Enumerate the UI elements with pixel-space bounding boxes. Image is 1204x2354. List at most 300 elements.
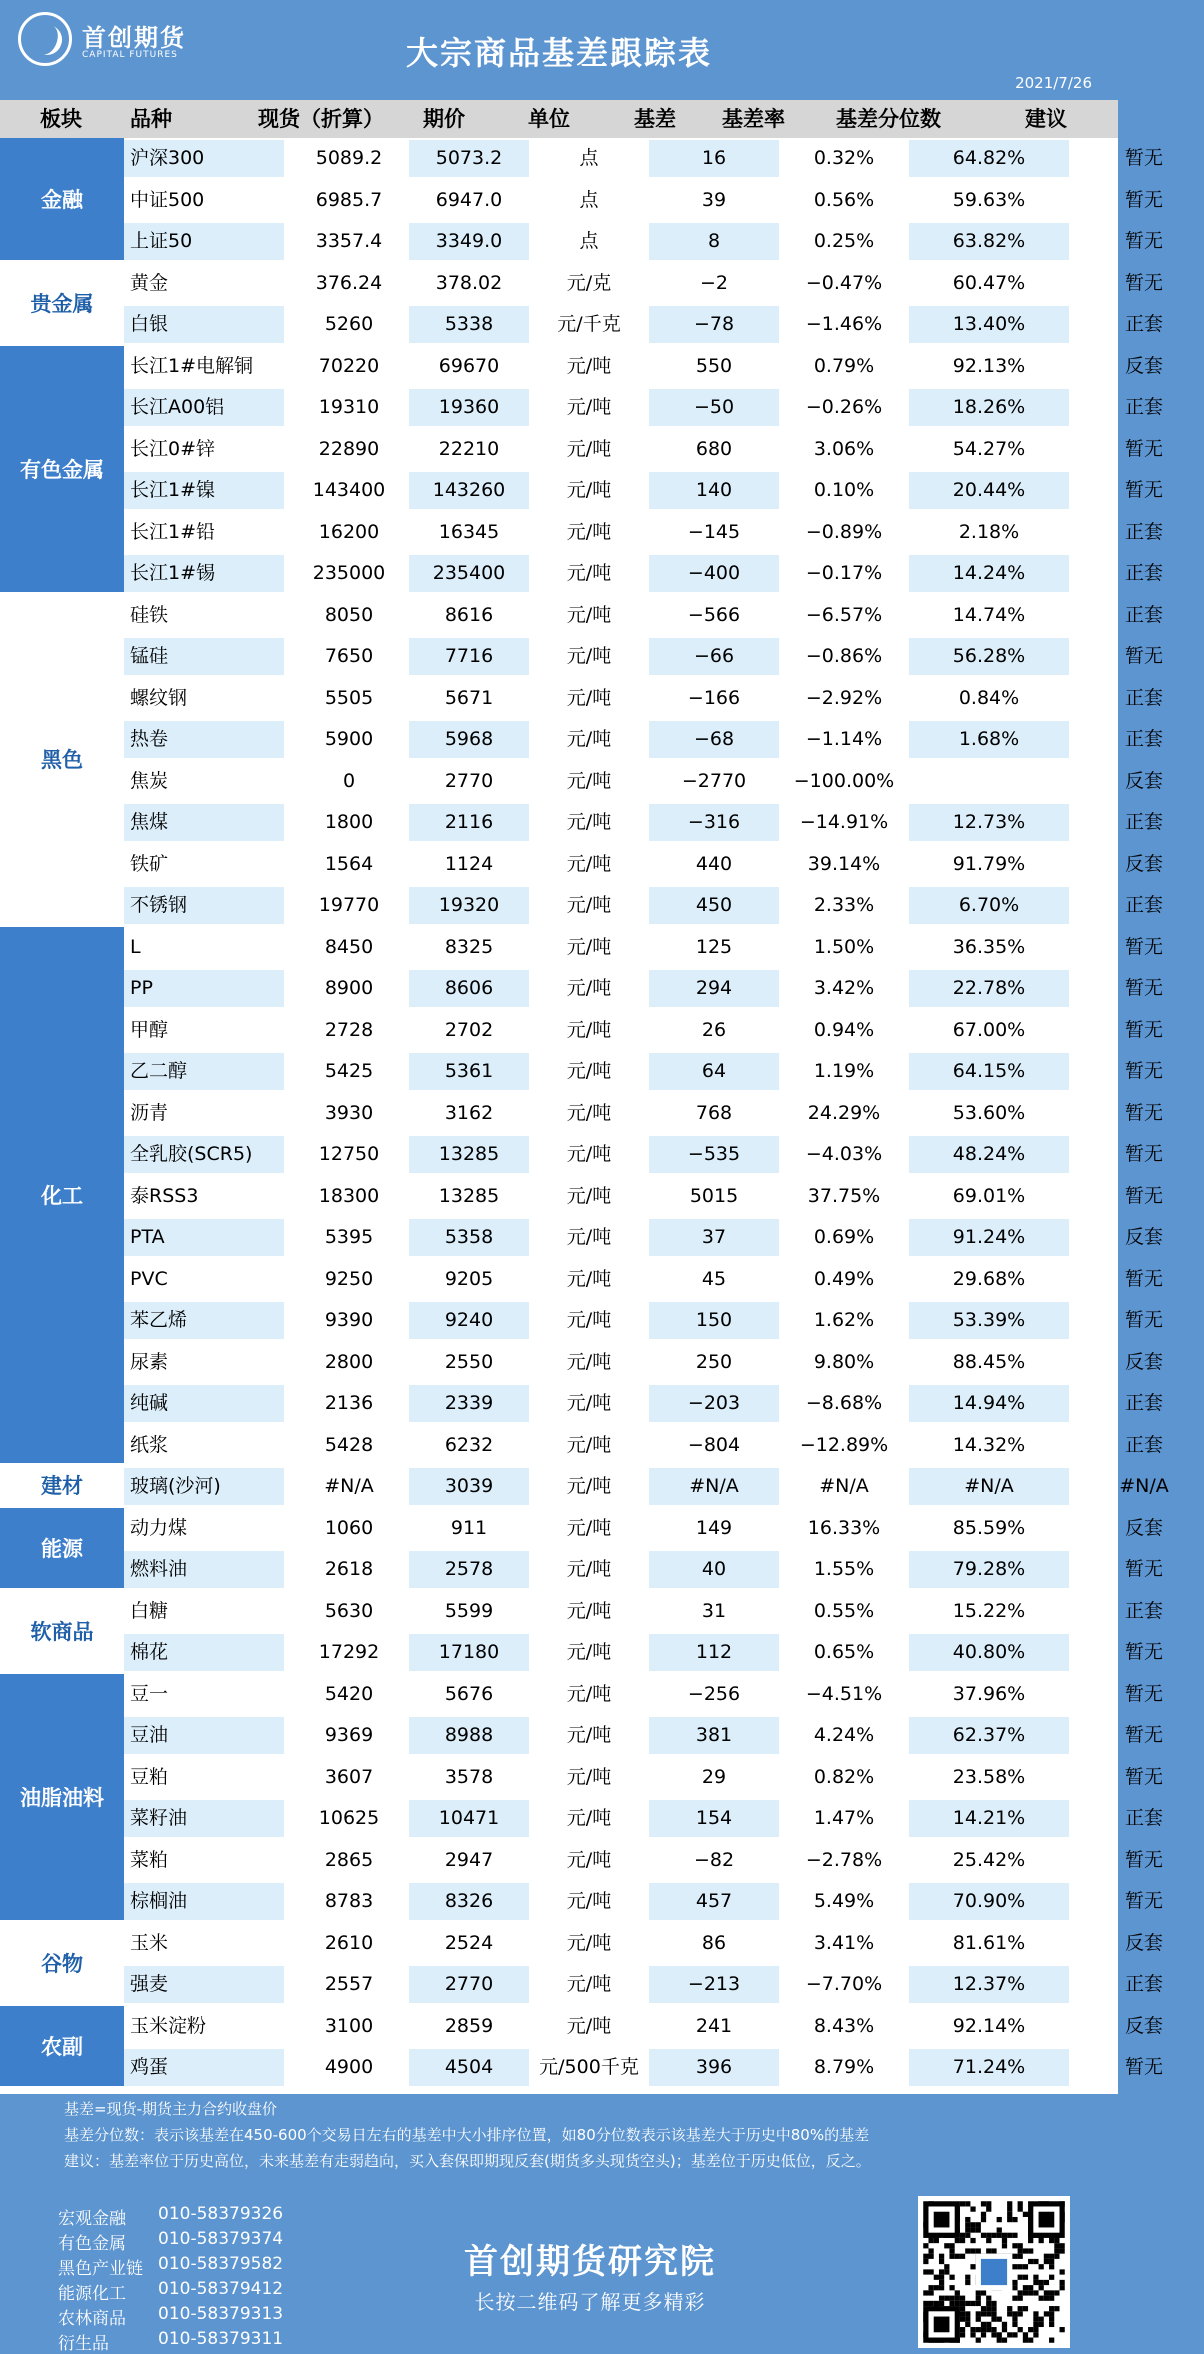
contact-label: 农林商品 <box>58 2309 126 2329</box>
table-row <box>124 719 1163 761</box>
cell-variety: 纸浆 <box>130 1433 169 1456</box>
cell-spot: 3100 <box>324 2014 374 2037</box>
table-row <box>124 1840 1163 1882</box>
sector-label <box>0 138 124 263</box>
cell-basis-percentile: 71.24% <box>952 2056 1026 2078</box>
cell-basis-rate: −0.89% <box>805 520 883 543</box>
logo-english: CAPITAL FUTURES <box>82 50 178 60</box>
cell-basis-percentile <box>909 761 1069 803</box>
logo-name: 首创期货 <box>82 24 186 52</box>
cell-unit: 元/吨 <box>566 1931 612 1954</box>
note-percentile-definition: 基差分位数：表示该基差在450-600个交易日左右的基差中大小排序位置，如80分位数表示该基差大于历史中80%的基差 <box>64 2126 870 2144</box>
cell-advice: 正套 <box>1124 686 1163 709</box>
col-variety: 品种 <box>130 107 172 131</box>
cell-variety: 长江0#锌 <box>130 437 216 460</box>
cell-spot: #N/A <box>324 1475 374 1497</box>
cell-spot: 1800 <box>324 811 374 833</box>
cell-basis-rate: −2.92% <box>805 686 883 709</box>
cell-unit: 元/吨 <box>566 1558 612 1580</box>
cell-futures: 17180 <box>438 1641 500 1663</box>
cell-unit: 元/吨 <box>566 1309 612 1331</box>
cell-advice: 正套 <box>1124 1392 1163 1414</box>
cell-advice: 暂无 <box>1124 1890 1163 1912</box>
cell-basis-rate: 0.25% <box>813 230 875 252</box>
cell-futures: 911 <box>450 1516 488 1539</box>
cell-basis: 112 <box>695 1641 733 1663</box>
cell-advice: 暂无 <box>1124 1641 1163 1663</box>
contact-phone[interactable]: 010-58379374 <box>158 2229 284 2249</box>
cell-basis-rate: −1.14% <box>805 728 883 750</box>
report-date: 2021/7/26 <box>1015 74 1092 92</box>
note-basis-definition: 基差=现货-期货主力合约收盘价 <box>64 2100 277 2118</box>
cell-basis-percentile: 91.79% <box>952 852 1026 875</box>
sector-label <box>0 346 124 595</box>
cell-spot: 8050 <box>324 603 374 626</box>
header <box>0 0 1118 100</box>
cell-futures: 8325 <box>444 935 494 958</box>
cell-basis-percentile: 23.58% <box>952 1765 1026 1788</box>
cell-basis: −82 <box>693 1848 735 1871</box>
cell-basis: 250 <box>695 1350 733 1373</box>
cell-variety: 长江1#锡 <box>130 562 216 584</box>
cell-advice: 暂无 <box>1124 1101 1163 1124</box>
contact-label: 衍生品 <box>58 2334 109 2354</box>
cell-advice: 暂无 <box>1124 1724 1163 1746</box>
cell-spot: 18300 <box>318 1184 380 1207</box>
cell-spot: 5260 <box>324 313 374 335</box>
cell-variety: 尿素 <box>130 1350 169 1373</box>
cell-basis: −316 <box>687 811 741 833</box>
cell-variety: 动力煤 <box>130 1516 188 1539</box>
cell-variety: 玻璃(沙河) <box>130 1475 221 1497</box>
basis-table <box>0 100 1169 2094</box>
cell-futures: 16345 <box>438 520 500 543</box>
cell-variety: 鸡蛋 <box>130 2056 169 2078</box>
table-row <box>124 1300 1163 1342</box>
contact-phone[interactable]: 010-58379412 <box>158 2279 284 2299</box>
col-spot: 现货（折算） <box>258 107 384 131</box>
cell-futures: 9205 <box>444 1267 494 1290</box>
table-row <box>124 1176 1163 1218</box>
cell-basis-percentile: 60.47% <box>952 271 1026 294</box>
cell-spot: 9390 <box>324 1309 374 1331</box>
cell-unit: 元/吨 <box>566 686 612 709</box>
cell-basis-rate: −7.70% <box>805 1973 883 1995</box>
cell-basis-percentile: 36.35% <box>952 935 1026 958</box>
cell-basis-percentile: 59.63% <box>952 188 1026 211</box>
cell-basis-percentile: 25.42% <box>952 1848 1026 1871</box>
cell-basis-percentile: 70.90% <box>952 1890 1026 1912</box>
contact-item <box>58 2254 284 2279</box>
cell-basis-percentile: 64.15% <box>952 1060 1026 1082</box>
cell-basis-rate: 39.14% <box>807 852 881 875</box>
sector-label-text: 油脂油料 <box>20 1785 104 1810</box>
cell-basis-rate: 9.80% <box>813 1350 875 1373</box>
sector-label <box>0 1674 124 1923</box>
qr-slogan: 长按二维码了解更多精彩 <box>474 2290 706 2314</box>
cell-unit: 元/吨 <box>566 1890 612 1912</box>
cell-basis: 37 <box>701 1226 727 1248</box>
cell-basis-rate: −4.51% <box>805 1682 883 1705</box>
cell-futures: 3039 <box>444 1475 494 1497</box>
sector-label <box>0 595 124 927</box>
cell-advice: 正套 <box>1124 562 1163 584</box>
cell-unit: 元/吨 <box>566 354 612 377</box>
cell-variety: 燃料油 <box>130 1558 188 1580</box>
cell-basis-percentile: 63.82% <box>952 230 1026 252</box>
cell-advice: 暂无 <box>1124 1060 1163 1082</box>
cell-futures: 13285 <box>438 1184 500 1207</box>
cell-spot: 0 <box>342 769 356 792</box>
cell-advice: 反套 <box>1124 852 1163 875</box>
cell-basis-percentile: 37.96% <box>952 1682 1026 1705</box>
cell-unit: 元/吨 <box>566 811 612 833</box>
cell-unit: 元/吨 <box>566 1724 612 1746</box>
cell-variety: 乙二醇 <box>130 1060 188 1082</box>
cell-basis-percentile: 92.14% <box>952 2014 1026 2037</box>
cell-basis: 396 <box>695 2056 733 2078</box>
cell-basis-rate: −8.68% <box>805 1392 883 1414</box>
cell-basis: −145 <box>687 520 741 543</box>
contact-phone[interactable]: 010-58379582 <box>158 2254 284 2274</box>
cell-futures: 2524 <box>444 1931 494 1954</box>
cell-basis: 5015 <box>689 1184 739 1207</box>
cell-advice: 反套 <box>1124 1931 1163 1954</box>
cell-advice: #N/A <box>1119 1475 1169 1497</box>
cell-basis: −2 <box>699 271 728 294</box>
cell-futures: 5671 <box>444 686 494 709</box>
contact-phone[interactable]: 010-58379313 <box>158 2304 284 2324</box>
cell-unit: 元/吨 <box>566 769 612 792</box>
sector-label <box>0 1923 124 2006</box>
cell-advice: 反套 <box>1124 2014 1163 2037</box>
cell-futures: 5338 <box>444 313 494 335</box>
cell-basis-percentile: 67.00% <box>952 1018 1026 1041</box>
table-row <box>124 470 1163 512</box>
cell-futures: 8606 <box>444 977 494 999</box>
cell-advice: 暂无 <box>1124 1558 1163 1580</box>
cell-advice: 暂无 <box>1124 271 1163 294</box>
cell-basis-percentile: 0.84% <box>958 686 1020 709</box>
table-row <box>124 927 1163 969</box>
table-row <box>124 1923 1163 1965</box>
table-row <box>124 1051 1163 1093</box>
cell-unit: 点 <box>579 188 599 211</box>
table-row <box>124 802 1163 844</box>
cell-futures: 8326 <box>444 1890 494 1912</box>
table-row <box>124 2006 1163 2048</box>
sector-label-text: 工 <box>62 1183 83 1208</box>
cell-spot: 235000 <box>312 562 386 584</box>
cell-variety: 长江1#镍 <box>130 479 216 501</box>
cell-spot: 16200 <box>318 520 380 543</box>
contact-item <box>58 2279 284 2304</box>
cell-unit: 元/吨 <box>566 728 612 750</box>
cell-variety: 黄金 <box>130 271 169 294</box>
cell-basis-rate: −12.89% <box>799 1433 889 1456</box>
cell-basis: 45 <box>701 1267 727 1290</box>
cell-unit: 元/吨 <box>566 1350 612 1373</box>
sector-label-text: 贵金属 <box>30 291 94 316</box>
cell-spot: 2618 <box>324 1558 374 1580</box>
cell-variety: 不锈钢 <box>130 894 188 916</box>
cell-basis: 8 <box>707 230 721 252</box>
cell-basis-rate: 1.19% <box>813 1060 875 1082</box>
cell-futures: 19320 <box>438 894 500 916</box>
cell-basis-percentile: 15.22% <box>952 1599 1026 1622</box>
cell-unit: 元/吨 <box>566 562 612 584</box>
table-row <box>124 1134 1163 1176</box>
cell-unit: 元/克 <box>566 271 612 294</box>
cell-spot: 5089.2 <box>315 147 383 169</box>
cell-basis: −804 <box>687 1433 741 1456</box>
cell-advice: 正套 <box>1124 1807 1163 1829</box>
cell-spot: 70220 <box>318 354 380 377</box>
table-row <box>124 678 1163 720</box>
institute-name: 首创期货研究院 <box>464 2242 716 2282</box>
cell-basis: 125 <box>695 935 733 958</box>
cell-spot: 19310 <box>318 396 380 418</box>
cell-basis-percentile: 14.32% <box>952 1433 1026 1456</box>
cell-unit: 元/吨 <box>566 1848 612 1871</box>
cell-variety: 全乳胶(SCR5) <box>130 1143 253 1165</box>
table-row <box>124 844 1163 886</box>
cell-unit: 元/吨 <box>566 1973 612 1995</box>
cell-spot: 4900 <box>324 2056 374 2078</box>
cell-basis: −400 <box>687 562 741 584</box>
cell-spot: 10625 <box>318 1807 380 1829</box>
cell-futures: 9240 <box>444 1309 494 1331</box>
cell-basis: 40 <box>701 1558 727 1580</box>
cell-basis-rate: 8.79% <box>813 2056 875 2078</box>
cell-basis-percentile: 69.01% <box>952 1184 1026 1207</box>
cell-basis-rate: 3.06% <box>813 437 875 460</box>
cell-basis-percentile: 14.94% <box>952 1392 1026 1414</box>
col-sector: 板块 <box>40 107 82 131</box>
cell-basis-rate: 1.47% <box>813 1807 875 1829</box>
cell-futures: 378.02 <box>435 271 503 294</box>
cell-basis-percentile: 13.40% <box>952 313 1026 335</box>
cell-variety: 菜粕 <box>130 1848 169 1871</box>
cell-unit: 元/吨 <box>566 1392 612 1414</box>
cell-variety: 纯碱 <box>130 1392 169 1414</box>
cell-spot: 376.24 <box>315 271 383 294</box>
cell-basis-percentile: 53.39% <box>952 1309 1026 1331</box>
cell-spot: 5900 <box>324 728 374 750</box>
cell-advice: 反套 <box>1124 1516 1163 1539</box>
table-row <box>124 1757 1163 1799</box>
cell-basis-rate: −14.91% <box>799 811 889 833</box>
cell-unit: 元/吨 <box>566 1682 612 1705</box>
table-row <box>124 263 1163 305</box>
cell-unit: 元/吨 <box>566 1184 612 1207</box>
cell-advice: 暂无 <box>1124 147 1163 169</box>
cell-basis: 26 <box>701 1018 727 1041</box>
cell-futures: 2116 <box>444 811 494 833</box>
cell-advice: 正套 <box>1124 1433 1163 1456</box>
cell-basis: 450 <box>695 894 733 916</box>
cell-advice: 正套 <box>1124 1973 1163 1995</box>
cell-variety: 长江1#电解铜 <box>130 354 254 377</box>
sector-label <box>0 263 124 346</box>
col-basis: 基差 <box>634 107 676 131</box>
cell-basis-rate: −6.57% <box>805 603 883 626</box>
qr-code-icon[interactable] <box>918 2196 1070 2348</box>
cell-basis-rate: 0.69% <box>813 1226 875 1248</box>
table-row <box>124 1881 1163 1923</box>
table-header <box>0 100 1118 138</box>
sector-label-text: 能源 <box>41 1536 83 1561</box>
cell-unit: 元/吨 <box>566 1641 612 1663</box>
cell-basis-rate: −2.78% <box>805 1848 883 1871</box>
cell-spot: 9369 <box>324 1724 374 1746</box>
cell-unit: 点 <box>579 147 599 169</box>
cell-variety: 铁矿 <box>130 852 169 875</box>
cell-futures: 2339 <box>444 1392 494 1414</box>
cell-variety: PVC <box>130 1267 168 1290</box>
cell-basis-percentile: 91.24% <box>952 1226 1026 1248</box>
table-row <box>124 1217 1163 1259</box>
cell-basis-rate: −0.26% <box>805 396 883 418</box>
cell-unit: 元/吨 <box>566 935 612 958</box>
contact-phone[interactable]: 010-58379311 <box>158 2329 284 2349</box>
table-row <box>124 1383 1163 1425</box>
notes <box>0 2094 1118 2174</box>
cell-unit: 点 <box>579 230 599 252</box>
sector-label <box>0 2006 124 2089</box>
cell-basis-percentile: 85.59% <box>952 1516 1026 1539</box>
table-row <box>124 1508 1163 1550</box>
cell-basis: 16 <box>701 147 727 169</box>
cell-variety: 螺纹钢 <box>130 686 188 709</box>
cell-advice: 暂无 <box>1124 1765 1163 1788</box>
cell-futures: 69670 <box>438 354 500 377</box>
cell-variety: 焦煤 <box>130 811 169 833</box>
cell-variety: 硅铁 <box>130 603 169 626</box>
cell-unit: 元/吨 <box>566 852 612 875</box>
cell-spot: 8783 <box>324 1890 374 1912</box>
cell-basis-rate: −0.47% <box>805 271 883 294</box>
cell-spot: 22890 <box>318 437 380 460</box>
col-unit: 单位 <box>528 107 570 131</box>
cell-variety: 菜籽油 <box>130 1807 188 1829</box>
cell-basis-rate: 0.10% <box>813 479 875 501</box>
cell-basis: −50 <box>693 396 735 418</box>
cell-basis-rate: 37.75% <box>807 1184 881 1207</box>
cell-basis-rate: 5.49% <box>813 1890 875 1912</box>
cell-advice: 正套 <box>1124 603 1163 626</box>
cell-unit: 元/吨 <box>566 437 612 460</box>
cell-advice: 暂无 <box>1124 1309 1163 1331</box>
contact-label: 宏观金融 <box>58 2209 126 2229</box>
cell-futures: 7716 <box>444 645 494 667</box>
col-futures: 期价 <box>423 107 465 131</box>
sector-label-text: 有 <box>20 457 41 482</box>
cell-futures: 10471 <box>438 1807 500 1829</box>
cell-basis: −213 <box>687 1973 741 1995</box>
table-row <box>124 553 1163 595</box>
cell-spot: 19770 <box>318 894 380 916</box>
cell-advice: 反套 <box>1124 1350 1163 1373</box>
cell-basis-percentile: 92.13% <box>952 354 1026 377</box>
cell-unit: 元/吨 <box>566 1101 612 1124</box>
cell-variety: 棕榈油 <box>130 1890 188 1912</box>
cell-basis-rate: 3.42% <box>813 977 875 999</box>
contact-phone[interactable]: 010-58379326 <box>158 2204 284 2224</box>
cell-futures: 143260 <box>432 479 506 501</box>
cell-unit: 元/吨 <box>566 1226 612 1248</box>
cell-basis: 150 <box>695 1309 733 1331</box>
cell-spot: 3930 <box>324 1101 374 1124</box>
cell-futures: 2770 <box>444 769 494 792</box>
cell-advice: 正套 <box>1124 894 1163 916</box>
cell-futures: 3349.0 <box>435 230 503 252</box>
table-row <box>124 968 1163 1010</box>
cell-basis-percentile: 20.44% <box>952 479 1026 501</box>
contact-item <box>58 2204 284 2229</box>
cell-advice: 反套 <box>1124 1226 1163 1248</box>
table-row <box>124 885 1163 927</box>
cell-basis: −166 <box>687 686 741 709</box>
cell-spot: 1060 <box>324 1516 374 1539</box>
cell-advice: 暂无 <box>1124 230 1163 252</box>
cell-spot: 3607 <box>324 1765 374 1788</box>
table-row <box>124 138 1163 180</box>
contact-item <box>58 2229 284 2254</box>
col-basis-rate: 基差率 <box>722 107 785 131</box>
cell-futures: 22210 <box>438 437 500 460</box>
sector-label-text: 农副 <box>41 2034 83 2059</box>
cell-basis-rate: 0.65% <box>813 1641 875 1663</box>
cell-basis-rate: 4.24% <box>813 1724 875 1746</box>
cell-futures: 8616 <box>444 603 494 626</box>
cell-basis-percentile: 1.68% <box>958 728 1020 750</box>
cell-advice: 正套 <box>1124 811 1163 833</box>
cell-spot: 2557 <box>324 1973 374 1995</box>
cell-unit: 元/吨 <box>566 1018 612 1041</box>
table-row <box>124 180 1163 222</box>
cell-basis-rate: 0.79% <box>813 354 875 377</box>
cell-basis-rate: 24.29% <box>807 1101 881 1124</box>
cell-advice: 暂无 <box>1124 1267 1163 1290</box>
cell-variety: 热卷 <box>130 728 169 750</box>
cell-unit: 元/吨 <box>566 1475 612 1497</box>
cell-advice: 暂无 <box>1124 1018 1163 1041</box>
table-row <box>124 1466 1169 1508</box>
contact-label: 黑色产业链 <box>58 2259 143 2279</box>
cell-spot: 143400 <box>312 479 386 501</box>
cell-unit: 元/吨 <box>566 1143 612 1165</box>
cell-variety: 长江A00铝 <box>130 396 225 418</box>
table-row <box>124 1549 1163 1591</box>
cell-basis-rate: −4.03% <box>805 1143 883 1165</box>
cell-unit: 元/吨 <box>566 1433 612 1456</box>
table-row <box>124 1010 1163 1052</box>
cell-futures: 235400 <box>432 562 506 584</box>
table-row <box>124 2047 1163 2089</box>
cell-basis-percentile: 88.45% <box>952 1350 1026 1373</box>
sector-label <box>0 1508 124 1591</box>
sector-label-text: 化 <box>41 1183 62 1208</box>
cell-advice: 正套 <box>1124 520 1163 543</box>
sector-label-text: 黑 <box>41 748 62 772</box>
cell-futures: 5599 <box>444 1599 494 1622</box>
sector-label-text: 色 <box>41 457 62 482</box>
sector-label-text: 谷物 <box>41 1951 83 1976</box>
cell-variety: 锰硅 <box>130 645 169 667</box>
sector-label-text: 金 <box>62 457 83 482</box>
cell-unit: 元/千克 <box>557 313 621 335</box>
